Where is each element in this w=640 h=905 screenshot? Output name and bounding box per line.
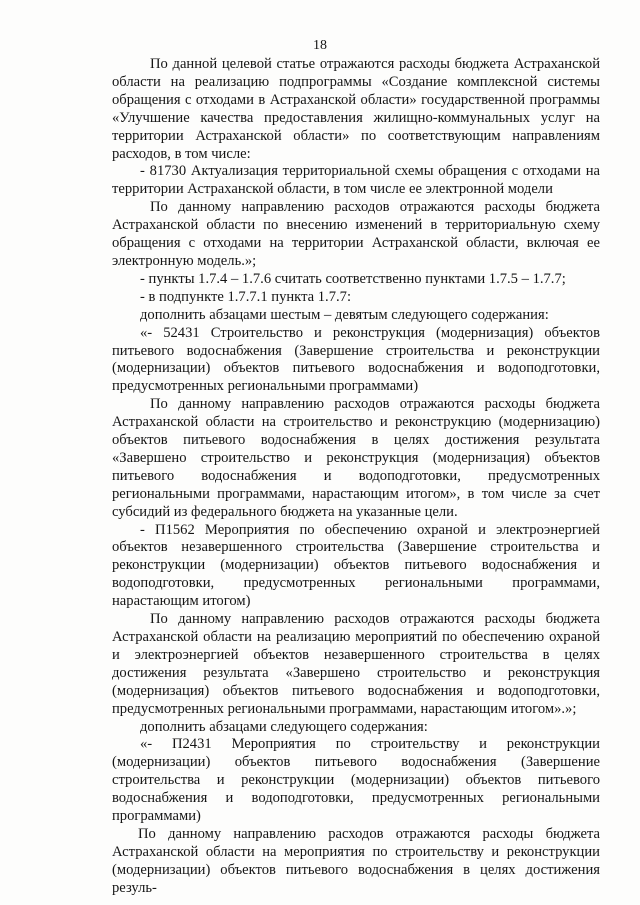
paragraph-p1562-description: По данному направлению расходов отражаются расходы бюджета Астраханской области на реализацию мероприятий по обеспечению охраной и электроэнергией объектов незавершенного строительства в целях достижения результата «Завершено строительство и реконструкция (модернизация) объектов питьевого водоснабжения и водоподготовки, предусмотренных региональными программами, нарастающим итогом».»; — [112, 611, 600, 717]
paragraph-p2431-description: По данному направлению расходов отражаются расходы бюджета Астраханской области на мероприятия по строительству и реконструкции (модернизации) объектов питьевого водоснабжения в целях достижения резуль- — [112, 825, 600, 896]
paragraph-add-paragraphs-6-9: дополнить абзацами шестым – девятым следующего содержания: — [140, 306, 549, 323]
paragraph-81730-item: - 81730 Актуализация территориальной схемы обращения с отходами на территории Астраханской области, в том числе ее электронной модели — [112, 163, 600, 198]
page-number: 18 — [313, 38, 327, 53]
paragraph-renumber-points: - пункты 1.7.4 – 1.7.6 считать соответственно пунктами 1.7.5 – 1.7.7; — [140, 270, 566, 287]
paragraph-p2431-item: «- П2431 Мероприятия по строительству и реконструкции (модернизации) объектов питьевого водоснабжения (Завершение строительства и реконструкции (модернизации) объектов питьевого водоснабжения и водоподготовки, предусмотренных региональными программами) — [112, 736, 600, 825]
document-body — [112, 56, 600, 898]
paragraph-add-paragraphs: дополнить абзацами следующего содержания: — [140, 718, 428, 735]
paragraph-52431-description: По данному направлению расходов отражаются расходы бюджета Астраханской области на строительство и реконструкцию (модернизацию) объектов питьевого водоснабжения в целях достижения результата «Завершено строительство и реконструкция (модернизация) объектов питьевого водоснабжения и водоподготовки, предусмотренных региональными программами, нарастающим итогом», в том числе за счет субсидий из федерального бюджета на указанные цели. — [112, 396, 600, 520]
paragraph-81730-description: По данному направлению расходов отражаются расходы бюджета Астраханской области по внесению изменений в территориальную схему обращения с отходами на территории Астраханской области, включая ее электронную модель.»; — [112, 199, 600, 269]
paragraph-subpoint-reference: - в подпункте 1.7.7.1 пункта 1.7.7: — [140, 288, 351, 305]
paragraph-p1562-item: - П1562 Мероприятия по обеспечению охраной и электроэнергией объектов незавершенного строительства (Завершение строительства и реконструкции (модернизации) объектов питьевого водоснабжения и водоподготовки, предусмотренных региональными программами, нарастающим итогом) — [112, 521, 600, 610]
paragraph-52431-item: «- 52431 Строительство и реконструкция (модернизация) объектов питьевого водоснабжения (Завершение строительства и реконструкции (модернизации) объектов питьевого водоснабжения и водоподготовки, предусмотренных региональными программами) — [112, 324, 600, 395]
paragraph-target-article-intro: По данной целевой статье отражаются расходы бюджета Астраханской области на реализацию подпрограммы «Создание комплексной системы обращения с отходами в Астраханской области» государственной программы «Улучшение качества предоставления жилищно-коммунальных услуг на территории Астраханской области» по соответствующим направлениям расходов, в том числе: — [112, 56, 600, 162]
